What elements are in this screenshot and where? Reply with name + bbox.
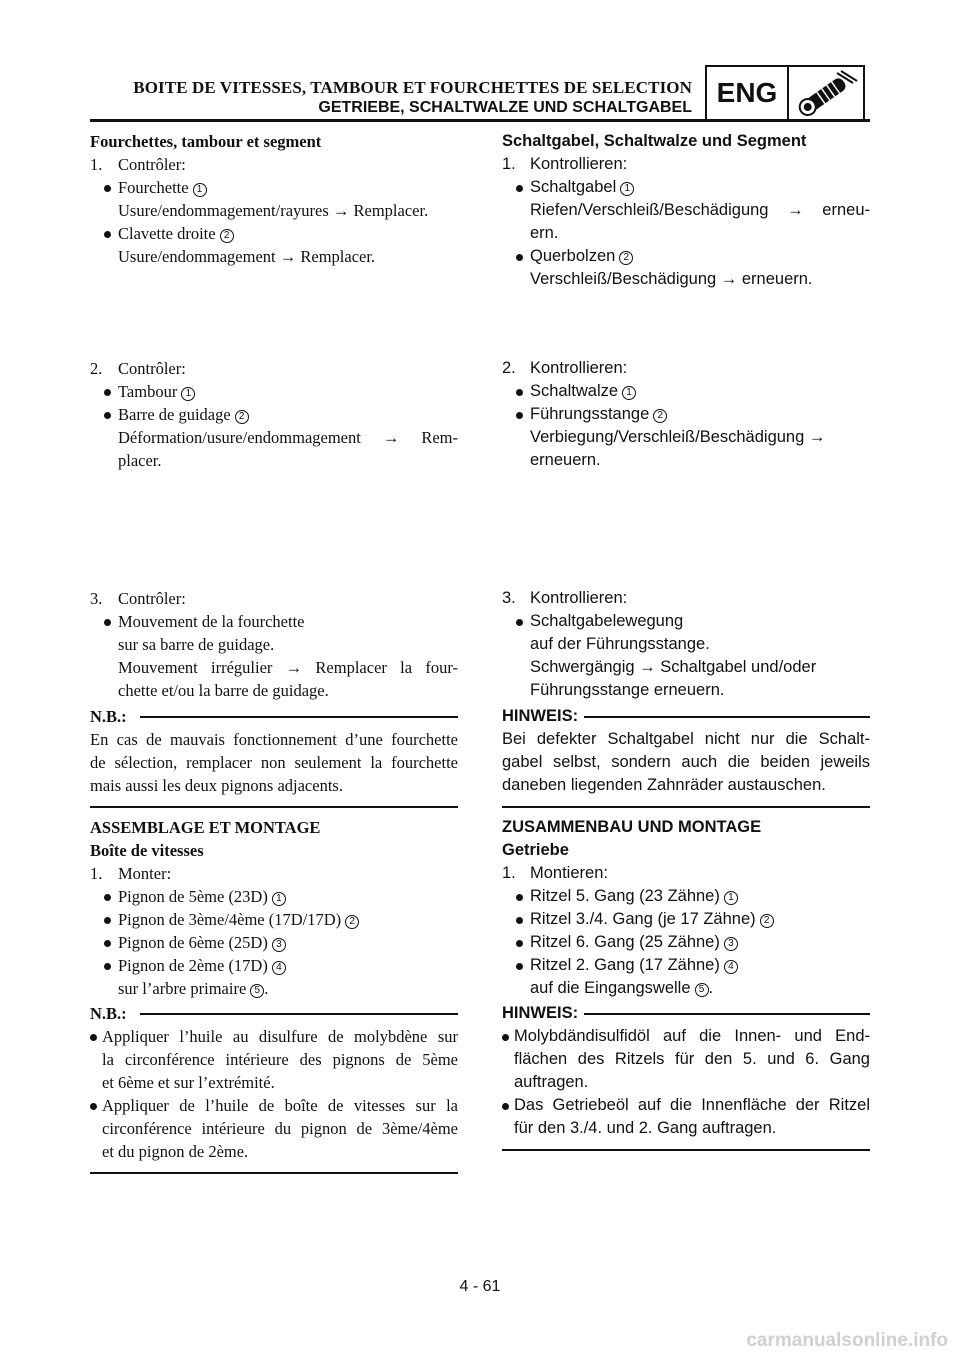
header-rule <box>90 119 870 122</box>
de-note-1 <box>502 705 870 808</box>
engine-component-icon <box>789 67 863 119</box>
callout-ref: 2 <box>235 410 249 424</box>
fr-inspection-drum <box>90 357 458 472</box>
fr-inspection-movement <box>90 587 458 702</box>
list-item: Pignon de 5ème (23D) 1 <box>90 885 458 908</box>
section-code: ENG <box>707 67 789 119</box>
note-item: Molybdändisulfidöl auf die Innen- und End- flächen des Ritzels für den 5. und 6. Gang auftragen. <box>502 1025 870 1094</box>
note-text: Bei defekter Schaltgabel nicht nur die Schalt- gabel selbst, sondern auch die beiden jeweils daneben liegenden Zahnräder austauschen. <box>502 730 870 794</box>
subheading: Boîte de vitesses <box>90 841 204 860</box>
list-item: Pignon de 3ème/4ème (17D/17D) 2 <box>90 908 458 931</box>
section-badge <box>705 65 865 121</box>
detail-text: chette et/ou la barre de guidage. <box>118 681 329 700</box>
fr-note-2 <box>90 1002 458 1174</box>
callout-ref: 2 <box>619 251 633 265</box>
detail-text: Führungsstange erneuern. <box>530 681 725 699</box>
list-item: Fourchette 1 <box>90 176 458 199</box>
watermark: carmanualsonline.info <box>746 1330 948 1351</box>
callout-ref: 2 <box>345 915 359 929</box>
callout-ref: 4 <box>724 960 738 974</box>
note-text: En cas de mauvais fonctionnement d’une fourchette de sélection, remplacer non seulement la fourchette mais aussi les deux pignons adjacents. <box>90 730 458 795</box>
subheading: Getriebe <box>502 841 569 859</box>
fr-note-1 <box>90 705 458 808</box>
detail-text: auf die Eingangswelle 5 . <box>530 979 714 997</box>
list-item: Pignon de 6ème (25D) 3 <box>90 931 458 954</box>
callout-ref: 2 <box>760 914 774 928</box>
callout-ref: 1 <box>272 892 286 906</box>
step: 3. Contrôler: <box>90 589 186 608</box>
list-item: Clavette droite 2 <box>90 222 458 245</box>
step: 1. Montieren: <box>502 864 608 882</box>
list-item: Mouvement de la fourchette <box>90 610 458 633</box>
page-number: 4 - 61 <box>459 1278 501 1295</box>
fr-inspection-forks <box>90 130 458 268</box>
list-item: Schaltgabel 1 <box>502 176 870 199</box>
note-label: N.B.: <box>90 707 127 726</box>
list-item: Ritzel 5. Gang (23 Zähne) 1 <box>502 885 870 908</box>
note-item: Appliquer de l’huile de boîte de vitesses sur la circonférence intérieure du pignon de 3ème/4ème et du pignon de 2ème. <box>90 1094 458 1163</box>
list-item: Tambour 1 <box>90 380 458 403</box>
detail-text: placer. <box>118 451 162 470</box>
callout-ref: 3 <box>724 937 738 951</box>
detail-text: Riefen/Verschleiß/Beschädigung → erneu- <box>530 201 870 219</box>
list-item: Ritzel 2. Gang (17 Zähne) 4 <box>502 954 870 977</box>
step: 2. Contrôler: <box>90 359 186 378</box>
detail-text: Mouvement irrégulier → Remplacer la four- <box>118 658 458 677</box>
step: 3. Kontrollieren: <box>502 589 628 607</box>
callout-ref: 5 <box>250 984 264 998</box>
detail-text: sur sa barre de guidage. <box>118 635 275 654</box>
detail-text: Verschleiß/Beschädigung → erneuern. <box>530 270 813 288</box>
de-inspection-forks <box>502 130 870 291</box>
list-item: Pignon de 2ème (17D) 4 <box>90 954 458 977</box>
heading: Schaltgabel, Schaltwalze und Segment <box>502 132 807 150</box>
list-item: Ritzel 3./4. Gang (je 17 Zähne) 2 <box>502 908 870 931</box>
section-title-de: GETRIEBE, SCHALTWALZE UND SCHALTGABEL <box>318 99 692 116</box>
list-item: Querbolzen 2 <box>502 245 870 268</box>
list-item: Ritzel 6. Gang (25 Zähne) 3 <box>502 931 870 954</box>
step: 1. Monter: <box>90 864 172 883</box>
detail-text: sur l’arbre primaire 5 . <box>118 979 269 998</box>
callout-ref: 1 <box>620 182 634 196</box>
heading: ZUSAMMENBAU UND MONTAGE <box>502 818 762 836</box>
callout-ref: 1 <box>181 387 195 401</box>
step: 1. Kontrollieren: <box>502 155 628 173</box>
list-item: Barre de guidage 2 <box>90 403 458 426</box>
section-title-fr: BOITE DE VITESSES, TAMBOUR ET FOURCHETTES DE SELECTION <box>133 78 692 97</box>
note-label: N.B.: <box>90 1004 127 1023</box>
detail-text: Usure/endommagement → Remplacer. <box>118 247 376 266</box>
note-label: HINWEIS: <box>502 707 579 725</box>
detail-text: Verbiegung/Verschleiß/Beschädigung → <box>530 428 826 446</box>
detail-text: erneuern. <box>530 451 601 469</box>
de-assembly <box>502 816 870 1000</box>
detail-text: ern. <box>530 224 559 242</box>
callout-ref: 4 <box>272 961 286 975</box>
note-label: HINWEIS: <box>502 1004 579 1022</box>
fr-assembly <box>90 816 458 1000</box>
de-inspection-drum <box>502 357 870 472</box>
detail-text: Usure/endommagement/rayures → Remplacer. <box>118 201 429 220</box>
list-item: Führungsstange 2 <box>502 403 870 426</box>
callout-ref: 2 <box>220 229 234 243</box>
callout-ref: 5 <box>695 983 709 997</box>
list-item: Schaltgabelewegung <box>502 610 870 633</box>
de-inspection-movement <box>502 587 870 702</box>
section-title <box>133 78 692 118</box>
detail-text: Schwergängig → Schaltgabel und/oder <box>530 658 817 676</box>
detail-text: auf der Führungsstange. <box>530 635 710 653</box>
callout-ref: 1 <box>724 891 738 905</box>
heading: ASSEMBLAGE ET MONTAGE <box>90 818 321 837</box>
heading: Fourchettes, tambour et segment <box>90 132 322 151</box>
de-note-2 <box>502 1002 870 1151</box>
callout-ref: 3 <box>272 938 286 952</box>
list-item: Schaltwalze 1 <box>502 380 870 403</box>
detail-text: Déformation/usure/endommagement → Rem- <box>118 428 458 447</box>
step: 1. Contrôler: <box>90 155 186 174</box>
note-item: Appliquer l’huile au disulfure de molybdène sur la circonférence intérieure des pignons de 5ème et 6ème et sur l’extrémité. <box>90 1025 458 1094</box>
callout-ref: 1 <box>193 183 207 197</box>
callout-ref: 2 <box>653 409 667 423</box>
note-item: Das Getriebeöl auf die Innenfläche der Ritzel für den 3./4. und 2. Gang auftragen. <box>502 1094 870 1140</box>
callout-ref: 1 <box>622 386 636 400</box>
step: 2. Kontrollieren: <box>502 359 628 377</box>
